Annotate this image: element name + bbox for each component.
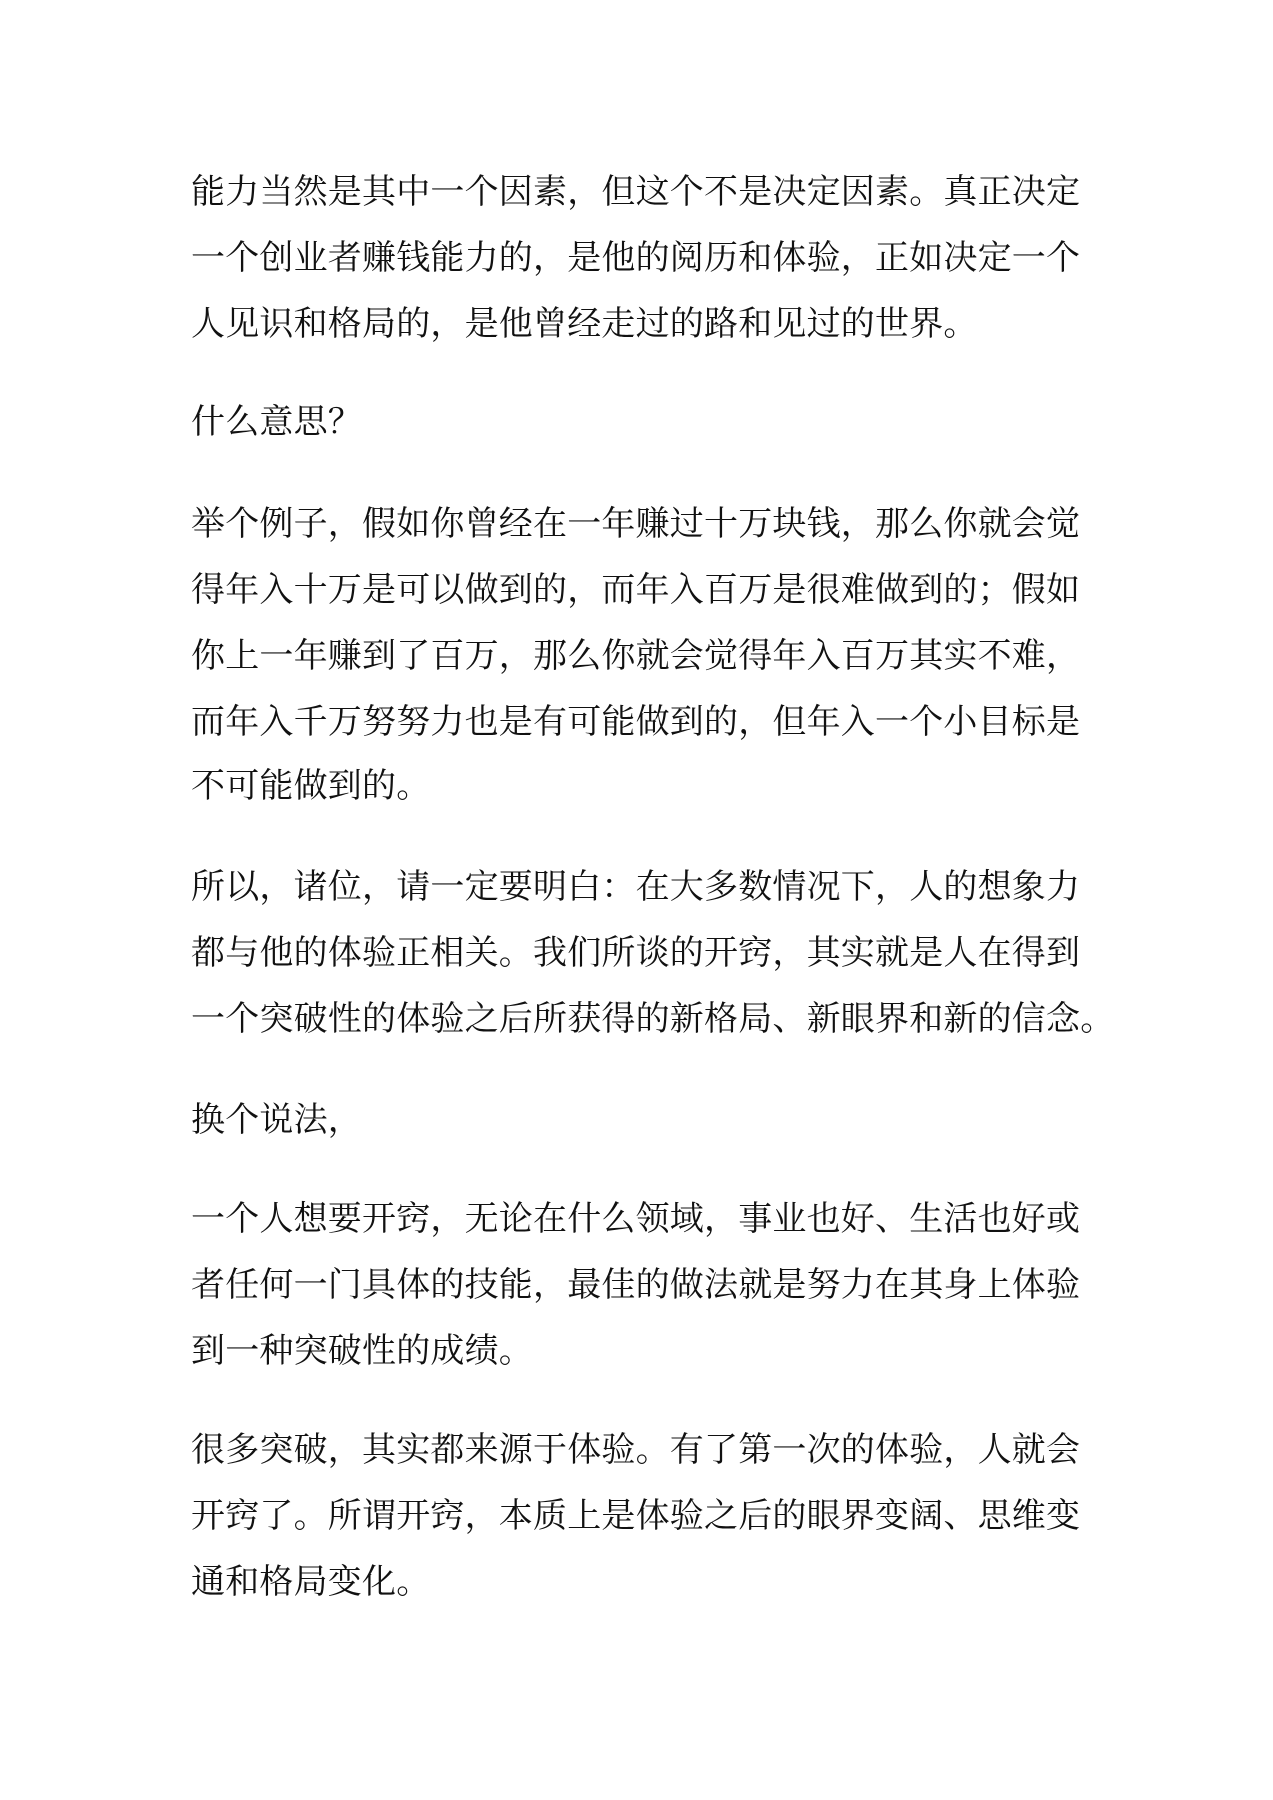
- paragraph-2-line-1: 什么意思？: [191, 402, 362, 442]
- paragraph-7-line-2: 开窍了。所谓开窍，本质上是体验之后的眼界变阔、思维变: [191, 1496, 1081, 1536]
- paragraph-4-line-2: 都与他的体验正相关。我们所谈的开窍，其实就是人在得到: [191, 933, 1081, 973]
- paragraph-6-line-1: 一个人想要开窍，无论在什么领域，事业也好、生活也好或: [191, 1199, 1081, 1239]
- paragraph-1-line-2: 一个创业者赚钱能力的，是他的阅历和体验，正如决定一个: [191, 238, 1081, 278]
- paragraph-3-line-3: 你上一年赚到了百万，那么你就会觉得年入百万其实不难，: [191, 636, 1081, 676]
- paragraph-3-line-2: 得年入十万是可以做到的，而年入百万是很难做到的；假如: [191, 570, 1081, 610]
- paragraph-4-line-1: 所以，诸位，请一定要明白：在大多数情况下，人的想象力: [191, 867, 1081, 907]
- paragraph-3-line-5: 不可能做到的。: [191, 766, 431, 806]
- paragraph-6-line-3: 到一种突破性的成绩。: [191, 1331, 533, 1371]
- paragraph-5-line-1: 换个说法，: [191, 1100, 362, 1140]
- paragraph-7-line-3: 通和格局变化。: [191, 1562, 431, 1602]
- paragraph-1-line-1: 能力当然是其中一个因素，但这个不是决定因素。真正决定: [191, 172, 1081, 212]
- paragraph-3-line-1: 举个例子，假如你曾经在一年赚过十万块钱，那么你就会觉: [191, 504, 1081, 544]
- paragraph-3-line-4: 而年入千万努努力也是有可能做到的，但年入一个小目标是: [191, 702, 1081, 742]
- paragraph-4-line-3: 一个突破性的体验之后所获得的新格局、新眼界和新的信念。: [191, 999, 1115, 1039]
- paragraph-7-line-1: 很多突破，其实都来源于体验。有了第一次的体验，人就会: [191, 1430, 1081, 1470]
- paragraph-6-line-2: 者任何一门具体的技能，最佳的做法就是努力在其身上体验: [191, 1265, 1081, 1305]
- paragraph-1-line-3: 人见识和格局的，是他曾经走过的路和见过的世界。: [191, 304, 978, 344]
